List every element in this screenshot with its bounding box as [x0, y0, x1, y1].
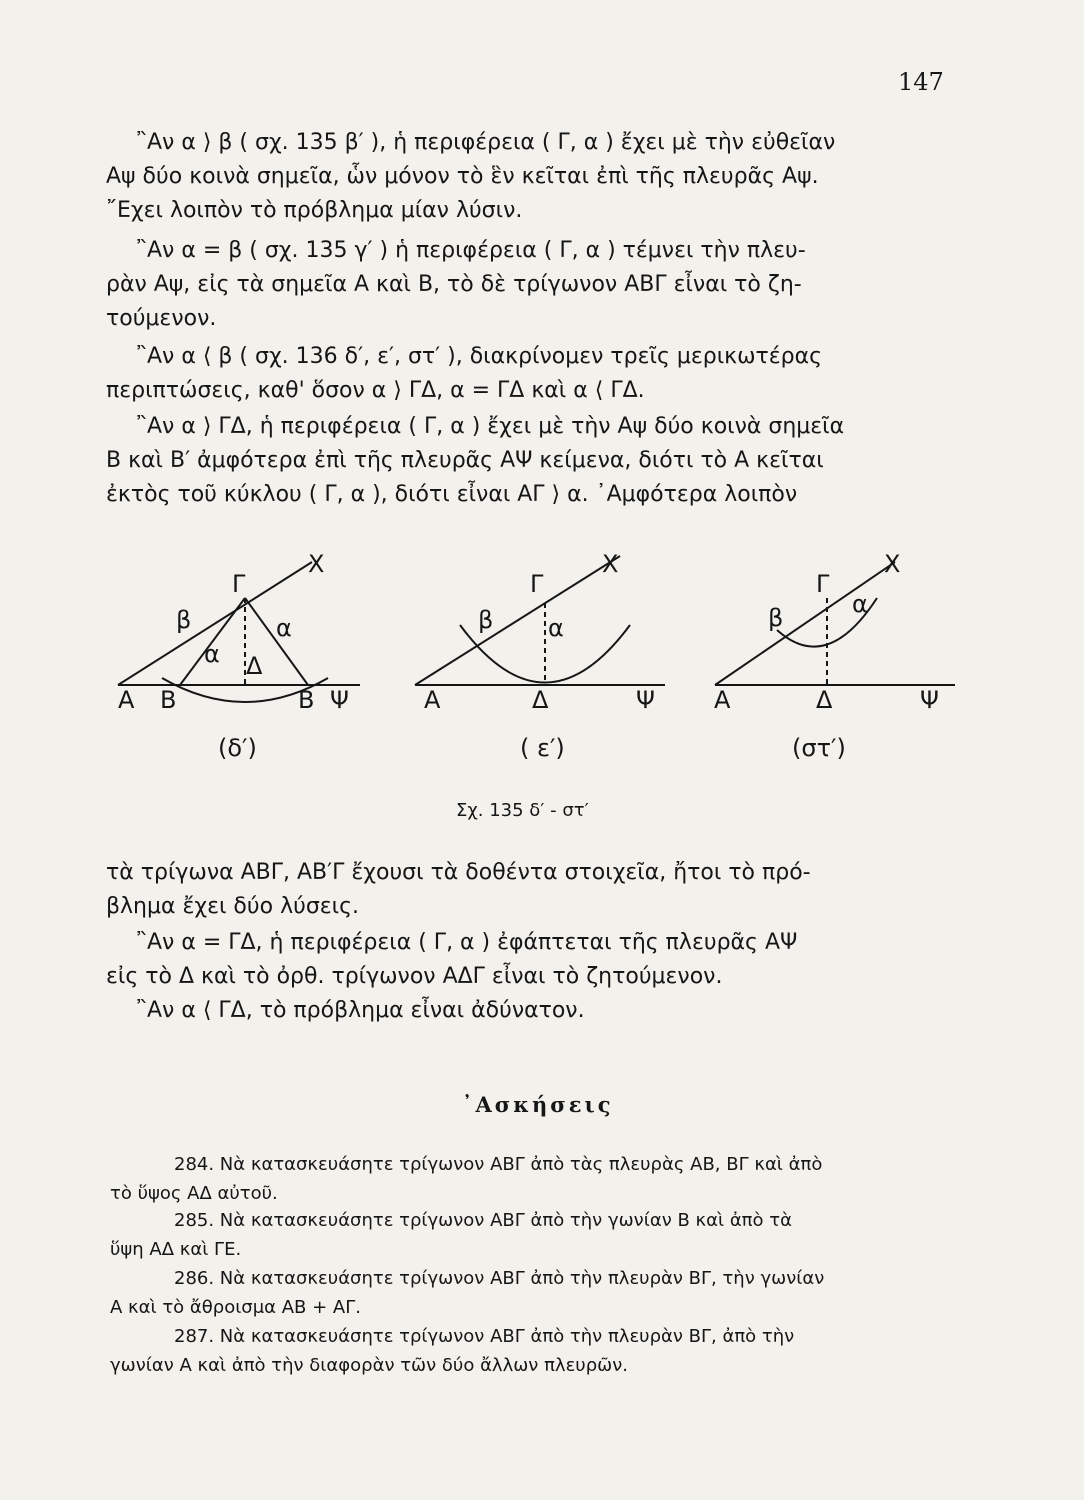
label-a: Α: [714, 686, 731, 714]
exercise-287: [110, 1322, 952, 1380]
text-line: ῍Αν α ⟨ β ( σχ. 136 δ′, ε′, στ′ ), διακρίνομεν τρεῖς μερικωτέρας: [136, 344, 823, 369]
label-alpha: α: [852, 590, 868, 618]
label-g: Γ: [232, 570, 246, 598]
label-g: Γ: [816, 570, 830, 598]
text-line: Α καὶ τὸ ἄθροισμα ΑΒ + ΑΓ.: [110, 1297, 361, 1318]
geometry-figures: [100, 540, 970, 790]
text-line: τὰ τρίγωνα ΑΒΓ, ΑΒ′Γ ἔχουσι τὰ δοθέντα στοιχεῖα, ἤτοι τὸ πρό-: [106, 860, 811, 885]
paragraph-tangent: [106, 926, 952, 994]
text-line: Β καὶ Β′ ἀμφότερα ἐπὶ τῆς πλευρᾶς ΑΨ κείμενα, διότι τὸ Α κεῖται: [106, 448, 824, 474]
label-x: Χ: [884, 550, 901, 578]
label-a: Α: [118, 686, 135, 714]
label-d: Δ: [816, 686, 833, 714]
text-line: ῍Αν α ⟩ ΓΔ, ἡ περιφέρεια ( Γ, α ) ἔχει μὲ τὴν Αψ δύο κοινὰ σημεῖα: [136, 414, 845, 439]
label-d: Δ: [532, 686, 549, 714]
label-alpha: α: [276, 614, 292, 642]
figure-stigma-tau: [715, 562, 955, 685]
paragraph-case-alpha-equals-beta: [106, 234, 952, 337]
text-line: 286. Νὰ κατασκευάσητε τρίγωνον ΑΒΓ ἀπὸ τὴν πλευρὰν ΒΓ, τὴν γωνίαν: [174, 1268, 825, 1289]
exercise-286: [110, 1264, 952, 1322]
text-line: τὸ ὕψος ΑΔ αὐτοῦ.: [110, 1183, 278, 1204]
label-d: Δ: [246, 652, 263, 680]
paragraph-impossible: [106, 994, 952, 1028]
text-line: 287. Νὰ κατασκευάσητε τρίγωνον ΑΒΓ ἀπὸ τὴν πλευρὰν ΒΓ, ἀπὸ τὴν: [174, 1326, 795, 1347]
label-beta: β: [768, 604, 784, 632]
text-line: γωνίαν Α καὶ ἀπὸ τὴν διαφορὰν τῶν δύο ἄλλων πλευρῶν.: [110, 1355, 628, 1376]
text-line: 284. Νὰ κατασκευάσητε τρίγωνον ΑΒΓ ἀπὸ τὰς πλευρὰς ΑΒ, ΒΓ καὶ ἀπὸ: [174, 1154, 823, 1175]
label-psi: Ψ: [636, 686, 655, 714]
label-a: Α: [424, 686, 441, 714]
label-g: Γ: [530, 570, 544, 598]
label-psi: Ψ: [330, 686, 349, 714]
exercise-284: [110, 1150, 952, 1208]
label-alpha: α: [548, 614, 564, 642]
label-psi: Ψ: [920, 686, 939, 714]
label-beta: β: [478, 606, 494, 634]
text-line: ἐκτὸς τοῦ κύκλου ( Γ, α ), διότι εἶναι ΑΓ ⟩ α. ᾿Αμφότερα λοιπὸν: [106, 482, 798, 508]
ray-ax: [715, 562, 895, 685]
label-x: Χ: [602, 550, 619, 578]
label-alpha: α: [204, 640, 220, 668]
label-b: Β: [160, 686, 177, 714]
text-line: ῍Αν α = ΓΔ, ἡ περιφέρεια ( Γ, α ) ἐφάπτεται τῆς πλευρᾶς ΑΨ: [136, 930, 798, 955]
figure-label: ( ε′): [520, 734, 565, 762]
text-line: ρὰν Αψ, εἰς τὰ σημεῖα Α καὶ Β, τὸ δὲ τρίγωνον ΑΒΓ εἶναι τὸ ζη-: [106, 272, 802, 298]
figure-label: (στ′): [792, 734, 846, 762]
label-b-prime: Β: [298, 686, 315, 714]
paragraph-two-solutions: [106, 856, 952, 924]
text-line: ῍Αν α ⟩ β ( σχ. 135 β′ ), ἡ περιφέρεια ( Γ, α ) ἔχει μὲ τὴν εὐθεῖαν: [136, 130, 836, 155]
text-line: Αψ δύο κοινὰ σημεῖα, ὧν μόνον τὸ ἓν κεῖται ἐπὶ τῆς πλευρᾶς Αψ.: [106, 164, 819, 190]
text-line: βλημα ἔχει δύο λύσεις.: [106, 894, 359, 920]
exercises-heading: ᾿Ασκήσεις: [462, 1092, 614, 1117]
text-line: εἰς τὸ Δ καὶ τὸ ὀρθ. τρίγωνον ΑΔΓ εἶναι τὸ ζητούμενον.: [106, 964, 723, 990]
text-line: τούμενον.: [106, 306, 217, 332]
exercise-285: [110, 1206, 952, 1264]
figure-label: (δ′): [218, 734, 257, 762]
text-line: ῍Αν α ⟨ ΓΔ, τὸ πρόβλημα εἶναι ἀδύνατον.: [136, 998, 585, 1023]
text-line: ὕψη ΑΔ καὶ ΓΕ.: [110, 1239, 242, 1260]
paragraph-case-alpha-greater-gd: [106, 410, 952, 513]
text-line: ῍Αν α = β ( σχ. 135 γ′ ) ἡ περιφέρεια ( Γ, α ) τέμνει τὴν πλευ-: [136, 238, 806, 263]
text-line: 285. Νὰ κατασκευάσητε τρίγωνον ΑΒΓ ἀπὸ τὴν γωνίαν Β καὶ ἀπὸ τὰ: [174, 1210, 792, 1231]
label-x: Χ: [308, 550, 325, 578]
page-number: 147: [898, 68, 944, 96]
ray-ax: [415, 556, 620, 685]
paragraph-case-alpha-less-beta: [106, 340, 952, 408]
paragraph-case-alpha-greater-beta: [106, 126, 952, 229]
text-line: ῎Εχει λοιπὸν τὸ πρόβλημα μίαν λύσιν.: [106, 198, 523, 224]
label-beta: β: [176, 606, 192, 634]
figure-caption: Σχ. 135 δ′ - στ′: [456, 800, 589, 821]
text-line: περιπτώσεις, καθ' ὅσον α ⟩ ΓΔ, α = ΓΔ καὶ α ⟨ ΓΔ.: [106, 378, 645, 404]
